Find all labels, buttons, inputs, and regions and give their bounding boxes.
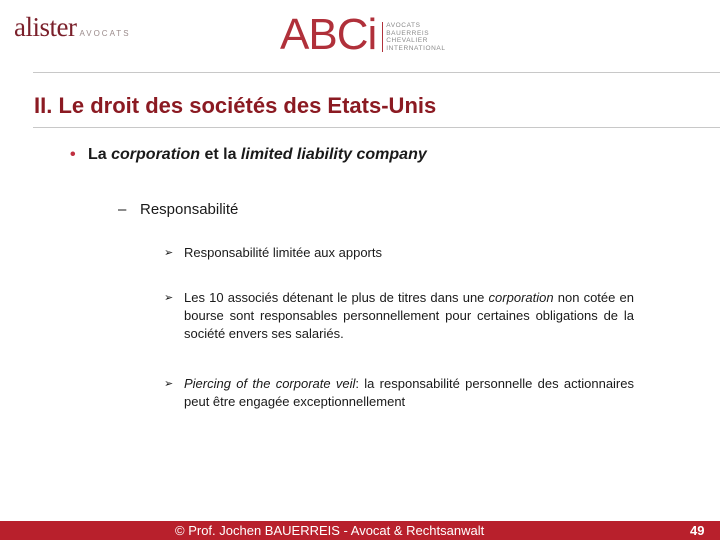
arrow-icon: ➢: [164, 378, 174, 390]
abci-logo-letters: ABCi: [280, 10, 377, 59]
bullet-level3-item: [164, 375, 634, 411]
bullet-level1-text: La corporation et la limited liability company: [88, 146, 427, 163]
header-divider: [33, 72, 720, 73]
abci-name-line: INTERNATIONAL: [386, 44, 446, 52]
alister-logo: [14, 12, 131, 43]
alister-logo-sub: AVOCATS: [79, 29, 131, 38]
bullet-level3-text: Piercing of the corporate veil: la responsabilité personnelle des actionnaires peut être engagée exceptionnellement: [184, 376, 634, 409]
bullet-level3-text: Responsabilité limitée aux apports: [184, 245, 382, 260]
bullet-level2-text: Responsabilité: [140, 201, 239, 218]
bullet-level1: [70, 146, 427, 164]
page-number: 49: [690, 523, 705, 538]
abci-name-line: CHEVALIER: [386, 37, 429, 44]
abci-name-line: AVOCATS: [386, 22, 421, 29]
bullet-dash: –: [118, 201, 127, 218]
arrow-icon: ➢: [164, 292, 174, 304]
bullet-level2: [118, 201, 238, 218]
abci-name-line: BAUERREIS: [386, 29, 430, 37]
footer-bar: [0, 521, 720, 540]
slide-title: II. Le droit des sociétés des Etats-Unis: [34, 93, 437, 118]
arrow-icon: ➢: [164, 247, 174, 259]
bullet-dot: •: [70, 146, 76, 163]
bullet-level3-text: Les 10 associés détenant le plus de titres dans une corporation non cotée en bourse sont responsables personnellement pour certaines obligations de la société envers ses salariés.: [184, 290, 634, 341]
alister-logo-word: alister: [14, 12, 77, 42]
bullet-level3-item: [164, 289, 634, 343]
abci-logo: [280, 12, 446, 58]
title-divider: [33, 127, 720, 128]
footer-copyright: © Prof. Jochen BAUERREIS - Avocat & Rechtsanwalt: [175, 523, 485, 538]
abci-logo-names: [382, 22, 445, 52]
bullet-level3-item: [164, 244, 634, 262]
